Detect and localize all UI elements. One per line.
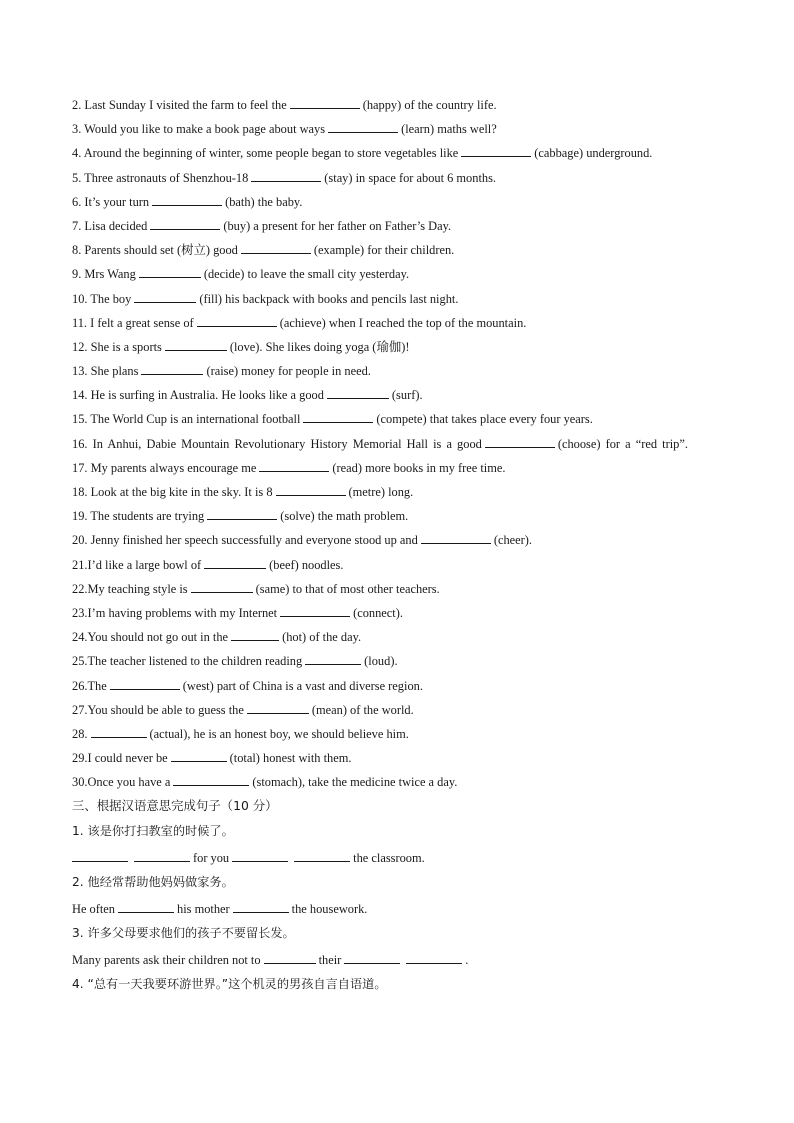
answer-blank[interactable] [173,772,249,786]
question-2: 2. Last Sunday I visited the farm to feel the (happy) of the country life. [72,93,724,117]
answer-blank[interactable] [91,724,147,738]
answer-blank[interactable] [305,651,361,665]
question-13: 13. She plans (raise) money for people in need. [72,359,724,383]
question-27: 27.You should be able to guess the (mean) of the world. [72,698,724,722]
question-18: 18. Look at the big kite in the sky. It is 8 (metre) long. [72,480,724,504]
answer-blank[interactable] [204,555,266,569]
answer-blank[interactable] [72,848,128,862]
answer-blank[interactable] [276,482,346,496]
question-14: 14. He is surfing in Australia. He looks like a good (surf). [72,383,724,407]
question-8: 8. Parents should set (树立) good (example) for their children. [72,238,724,262]
answer-blank[interactable] [328,119,398,133]
answer-blank[interactable] [150,216,220,230]
sentence-3-chinese: 3. 许多父母要求他们的孩子不要留长发。 [72,925,295,940]
answer-blank[interactable] [241,240,311,254]
answer-blank[interactable] [290,95,360,109]
answer-blank[interactable] [165,337,227,351]
answer-blank[interactable] [197,313,277,327]
answer-blank[interactable] [232,848,288,862]
answer-blank[interactable] [152,192,222,206]
answer-blank[interactable] [485,434,555,448]
answer-blank[interactable] [191,579,253,593]
question-7: 7. Lisa decided (buy) a present for her father on Father’s Day. [72,214,724,238]
sentence-2-chinese: 2. 他经常帮助他妈妈做家务。 [72,874,234,889]
question-10: 10. The boy (fill) his backpack with books and pencils last night. [72,287,724,311]
question-5: 5. Three astronauts of Shenzhou-18 (stay) in space for about 6 months. [72,166,724,190]
question-16: 16. In Anhui, Dabie Mountain Revolutionary History Memorial Hall is a good (choose) for a “red trip”. [72,432,724,456]
answer-blank[interactable] [134,289,196,303]
sentence-1-chinese: 1. 该是你打扫教室的时候了。 [72,823,234,838]
question-23: 23.I’m having problems with my Internet (connect). [72,601,724,625]
answer-blank[interactable] [280,603,350,617]
question-19: 19. The students are trying (solve) the math problem. [72,504,724,528]
answer-blank[interactable] [231,627,279,641]
answer-blank[interactable] [303,409,373,423]
answer-blank[interactable] [171,748,227,762]
question-3: 3. Would you like to make a book page about ways (learn) maths well? [72,117,724,141]
answer-blank[interactable] [421,530,491,544]
answer-blank[interactable] [110,676,180,690]
sentence-2-english: He often his mother the housework. [72,897,724,921]
sentence-4-chinese: 4. “总有一天我要环游世界。”这个机灵的男孩自言自语道。 [72,977,387,992]
sentence-1-english: for you the classroom. [72,846,724,870]
answer-blank[interactable] [406,950,462,964]
question-25: 25.The teacher listened to the children reading (loud). [72,649,724,673]
question-29: 29.I could never be (total) honest with them. [72,746,724,770]
question-20: 20. Jenny finished her speech successfully and everyone stood up and (cheer). [72,528,724,552]
question-28: 28. (actual), he is an honest boy, we should believe him. [72,722,724,746]
answer-blank[interactable] [259,458,329,472]
answer-blank[interactable] [251,168,321,182]
worksheet-page [72,93,724,996]
answer-blank[interactable] [141,361,203,375]
question-12: 12. She is a sports (love). She likes doing yoga (瑜伽)! [72,335,724,359]
answer-blank[interactable] [344,950,400,964]
question-22: 22.My teaching style is (same) to that of most other teachers. [72,577,724,601]
question-30: 30.Once you have a (stomach), take the medicine twice a day. [72,770,724,794]
question-9: 9. Mrs Wang (decide) to leave the small city yesterday. [72,262,724,286]
question-21: 21.I’d like a large bowl of (beef) noodles. [72,553,724,577]
answer-blank[interactable] [247,700,309,714]
section-3-heading: 三、根据汉语意思完成句子（10 分） [72,798,278,814]
answer-blank[interactable] [134,848,190,862]
answer-blank[interactable] [264,950,316,964]
answer-blank[interactable] [118,899,174,913]
question-24: 24.You should not go out in the (hot) of the day. [72,625,724,649]
answer-blank[interactable] [139,264,201,278]
sentence-3-english: Many parents ask their children not to their . [72,948,724,972]
question-4: 4. Around the beginning of winter, some people began to store vegetables like (cabbage) underground. [72,141,724,165]
answer-blank[interactable] [327,385,389,399]
answer-blank[interactable] [207,506,277,520]
question-6: 6. It’s your turn (bath) the baby. [72,190,724,214]
question-17: 17. My parents always encourage me (read) more books in my free time. [72,456,724,480]
question-11: 11. I felt a great sense of (achieve) when I reached the top of the mountain. [72,311,724,335]
answer-blank[interactable] [294,848,350,862]
answer-blank[interactable] [233,899,289,913]
answer-blank[interactable] [461,143,531,157]
question-15: 15. The World Cup is an international football (compete) that takes place every four years. [72,407,724,431]
question-26: 26.The (west) part of China is a vast and diverse region. [72,674,724,698]
